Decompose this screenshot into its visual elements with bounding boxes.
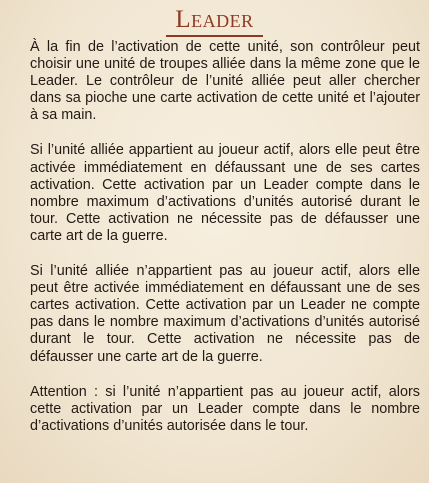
title-underline bbox=[166, 35, 263, 37]
paragraph-active-player: Si l’unité alliée appartient au joueur actif, alors elle peut être activée immédiatement en défaussant une de ses cartes activation. Cette activation par un Leader compte dans le nombre maximum d’activations d’unités autorisé durant le tour. Cette activation ne nécessite pas de défausser une carte art de la guerre. bbox=[30, 142, 420, 244]
rules-text bbox=[30, 39, 420, 453]
paragraph-leader-effect: À la fin de l’activation de cette unité, son contrôleur peut choisir une unité de troupes alliée dans la même zone que le Leader. Le contrôleur de l’unité alliée peut aller chercher dans sa pioche une carte activation de cette unité et l’ajouter à sa main. bbox=[30, 39, 420, 124]
paragraph-attention: Attention : si l’unité n’appartient pas au joueur actif, alors cette activation par un Leader compte dans le nombre d’activations d’unités autorisée dans le tour. bbox=[30, 383, 420, 434]
card-title: Leader bbox=[175, 6, 254, 33]
paragraph-non-active-player: Si l’unité alliée n’appartient pas au joueur actif, alors elle peut être activée immédiatement en défaussant une de ses cartes activation. Cette activation par un Leader ne compte pas dans le nombre maximum d’activations d’unités autorisé durant le tour. Cette activation ne nécessite pas de défausser une carte art de la guerre. bbox=[30, 263, 420, 365]
